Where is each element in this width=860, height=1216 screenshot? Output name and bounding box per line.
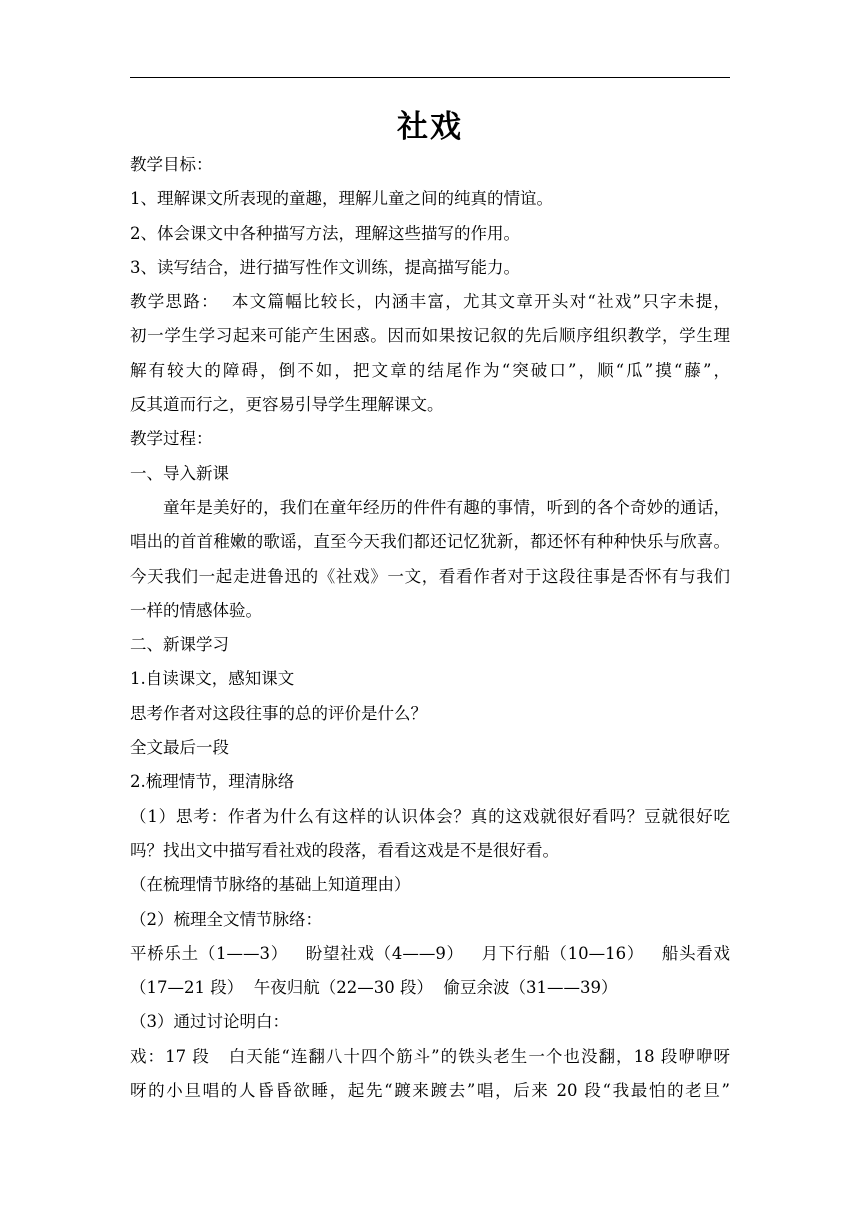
heading-teaching-process: 教学过程：: [130, 429, 213, 449]
discussion-line-1: 戏：17 段 白天能“连翻八十四个筋斗”的铁头老生一个也没翻，18 段咿咿呀: [130, 1046, 730, 1066]
step-2-plot-heading: （2）梳理全文情节脉络：: [130, 909, 322, 929]
goal-item-1: 1、理解课文所表现的童趣，理解儿童之间的纯真的情谊。: [130, 189, 553, 209]
section-heading-new-lesson: 二、新课学习: [130, 635, 229, 655]
step-2-heading: 2.梳理情节，理清脉络: [130, 772, 295, 792]
plot-outline-line-1: 平桥乐土（1——3） 盼望社戏（4——9） 月下行船（10—16） 船头看戏: [130, 943, 730, 963]
document-body: [130, 148, 730, 1108]
teaching-idea-line-1: 教学思路： 本文篇幅比较长，内涵丰富，尤其文章开头对“社戏”只字未提，: [130, 292, 730, 312]
intro-paragraph-line-4: 一样的情感体验。: [130, 600, 262, 620]
intro-paragraph-line-3: 今天我们一起走进鲁迅的《社戏》一文，看看作者对于这段往事是否怀有与我们: [130, 566, 730, 586]
plot-outline-line-2: （17—21 段） 午夜归航（22—30 段） 偷豆余波（31——39）: [130, 978, 618, 998]
page-title: 社戏: [397, 109, 463, 145]
step-2-discussion-heading: （3）通过讨论明白：: [130, 1012, 289, 1032]
goal-item-2: 2、体会课文中各种描写方法，理解这些描写的作用。: [130, 223, 520, 243]
step-2-think-line-1: （1）思考：作者为什么有这样的认识体会？真的这戏就很好看吗？豆就很好吃: [130, 806, 730, 826]
teaching-idea-line-4: 反其道而行之，更容易引导学生理解课文。: [130, 395, 444, 415]
discussion-line-2: 呀的小旦唱的人昏昏欲睡，起先“踱来踱去”唱，后来 20 段“我最怕的老旦”: [130, 1081, 730, 1101]
step-1-heading: 1.自读课文，感知课文: [130, 669, 295, 689]
teaching-idea-line-3: 解有较大的障碍，倒不如，把文章的结尾作为“突破口”，顺“瓜”摸“藤”，: [130, 360, 730, 380]
goal-item-3: 3、读写结合，进行描写性作文训练，提高描写能力。: [130, 257, 520, 277]
intro-paragraph-line-2: 唱出的首首稚嫩的歌谣，直至今天我们都还记忆犹新，都还怀有种种快乐与欣喜。: [130, 532, 730, 552]
step-1-answer: 全文最后一段: [130, 738, 229, 758]
header-rule: [130, 77, 730, 78]
section-heading-intro: 一、导入新课: [130, 463, 229, 483]
intro-paragraph-line-1: 童年是美好的，我们在童年经历的件件有趣的事情，听到的各个奇妙的通话，: [163, 497, 730, 517]
step-2-think-line-2: 吗？找出文中描写看社戏的段落，看看这戏是不是很好看。: [130, 840, 559, 860]
step-2-note: （在梳理情节脉络的基础上知道理由）: [130, 875, 411, 895]
step-1-question: 思考作者对这段往事的总的评价是什么？: [130, 703, 427, 723]
heading-teaching-goals: 教学目标：: [130, 155, 213, 174]
teaching-idea-line-2: 初一学生学习起来可能产生困惑。因而如果按记叙的先后顺序组织教学，学生理: [130, 326, 730, 346]
